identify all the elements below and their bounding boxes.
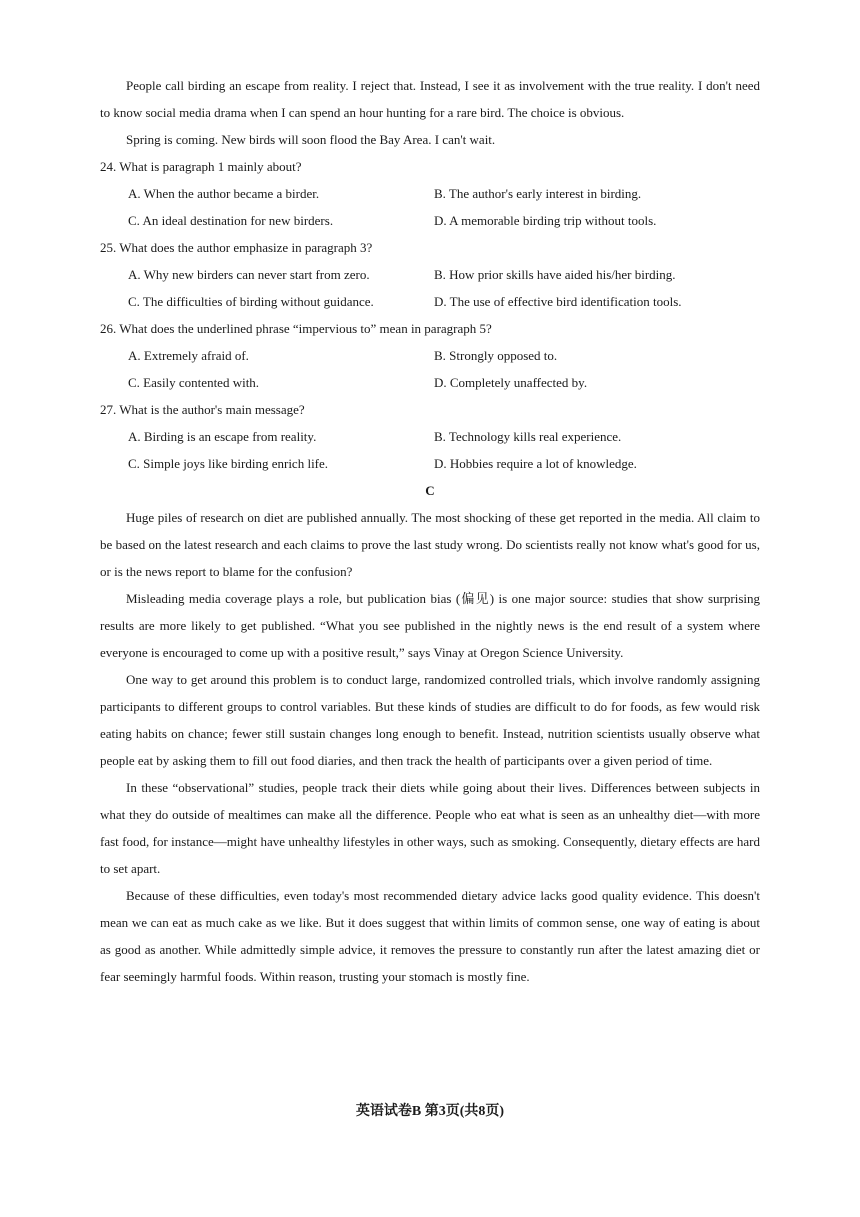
option-a[interactable]: A. Birding is an escape from reality. (128, 429, 317, 444)
passage-paragraph: One way to get around this problem is to conduct large, randomized controlled trials, which involve randomly assigning participants to different groups to control variables. But these kinds of studies are difficult to do for foods, as few would risk eating habits on chance; fewer still sustain changes long enough to benefit. Instead, nutrition scientists usually observe what people eat by asking them to fill out food diaries, and then track the health of participants over a given period of time. (100, 672, 760, 768)
question-stem: 26. What does the underlined phrase “impervious to” mean in paragraph 5? (100, 321, 492, 336)
passage-paragraph: Misleading media coverage plays a role, but publication bias (偏见) is one major source: studies that show surprising results are more likely to get published. “What you see published in the nightly news is the end result of a system where everyone is encouraged to come up with a positive result,” says Vinay at Oregon Science University. (100, 591, 760, 660)
option-d[interactable]: D. A memorable birding trip without tools. (434, 213, 657, 228)
option-d[interactable]: D. Hobbies require a lot of knowledge. (434, 456, 637, 471)
option-d[interactable]: D. Completely unaffected by. (434, 375, 588, 390)
option-c[interactable]: C. Easily contented with. (128, 375, 260, 390)
option-b[interactable]: B. Technology kills real experience. (434, 429, 622, 444)
option-c[interactable]: C. An ideal destination for new birders. (128, 213, 334, 228)
question-options (100, 342, 760, 396)
option-a[interactable]: A. Why new birders can never start from zero. (128, 267, 370, 282)
question-options (100, 423, 760, 477)
page-content (100, 72, 760, 990)
passage-paragraph: Huge piles of research on diet are published annually. The most shocking of these get reported in the media. All claim to be based on the latest research and each claims to prove the last study wrong. Do scientists really not know what's good for us, or is the news report to blame for the confusion? (100, 510, 760, 579)
page-footer: 英语试卷B 第3页(共8页) (355, 1104, 505, 1119)
passage-paragraph: Because of these difficulties, even today's most recommended dietary advice lacks good quality evidence. This doesn't mean we can eat as much cake as we like. But it does suggest that within limits of common sense, one way of eating is about as good as another. While admittedly simple advice, it removes the pressure to constantly run after the latest amazing diet or fear seemingly harmful foods. Within reason, trusting your stomach is mostly fine. (100, 888, 760, 984)
question-26 (100, 315, 760, 396)
option-d[interactable]: D. The use of effective bird identification tools. (434, 294, 682, 309)
question-stem: 24. What is paragraph 1 mainly about? (100, 159, 302, 174)
option-b[interactable]: B. The author's early interest in birding. (434, 186, 642, 201)
question-options (100, 261, 760, 315)
option-b[interactable]: B. How prior skills have aided his/her birding. (434, 267, 676, 282)
passage-paragraph: People call birding an escape from reality. I reject that. Instead, I see it as involvement with the true reality. I don't need to know social media drama when I can spend an hour hunting for a rare bird. The choice is obvious. (100, 78, 760, 120)
question-stem: 25. What does the author emphasize in paragraph 3? (100, 240, 373, 255)
question-options (100, 180, 760, 234)
question-24 (100, 153, 760, 234)
question-25 (100, 234, 760, 315)
section-title: C (425, 483, 435, 498)
passage-paragraph: Spring is coming. New birds will soon flood the Bay Area. I can't wait. (126, 132, 496, 147)
option-a[interactable]: A. When the author became a birder. (128, 186, 320, 201)
question-stem: 27. What is the author's main message? (100, 402, 305, 417)
question-27 (100, 396, 760, 477)
option-a[interactable]: A. Extremely afraid of. (128, 348, 249, 363)
option-c[interactable]: C. Simple joys like birding enrich life. (128, 456, 329, 471)
option-c[interactable]: C. The difficulties of birding without guidance. (128, 294, 374, 309)
option-b[interactable]: B. Strongly opposed to. (434, 348, 558, 363)
passage-paragraph: In these “observational” studies, people track their diets while going about their lives. Differences between subjects in what they do outside of mealtimes can make all the difference. People who eat what is seen as an unhealthy diet—with more fast food, for instance—might have unhealthy lifestyles in other ways, such as smoking. Consequently, dietary effects are hard to set apart. (100, 780, 760, 876)
